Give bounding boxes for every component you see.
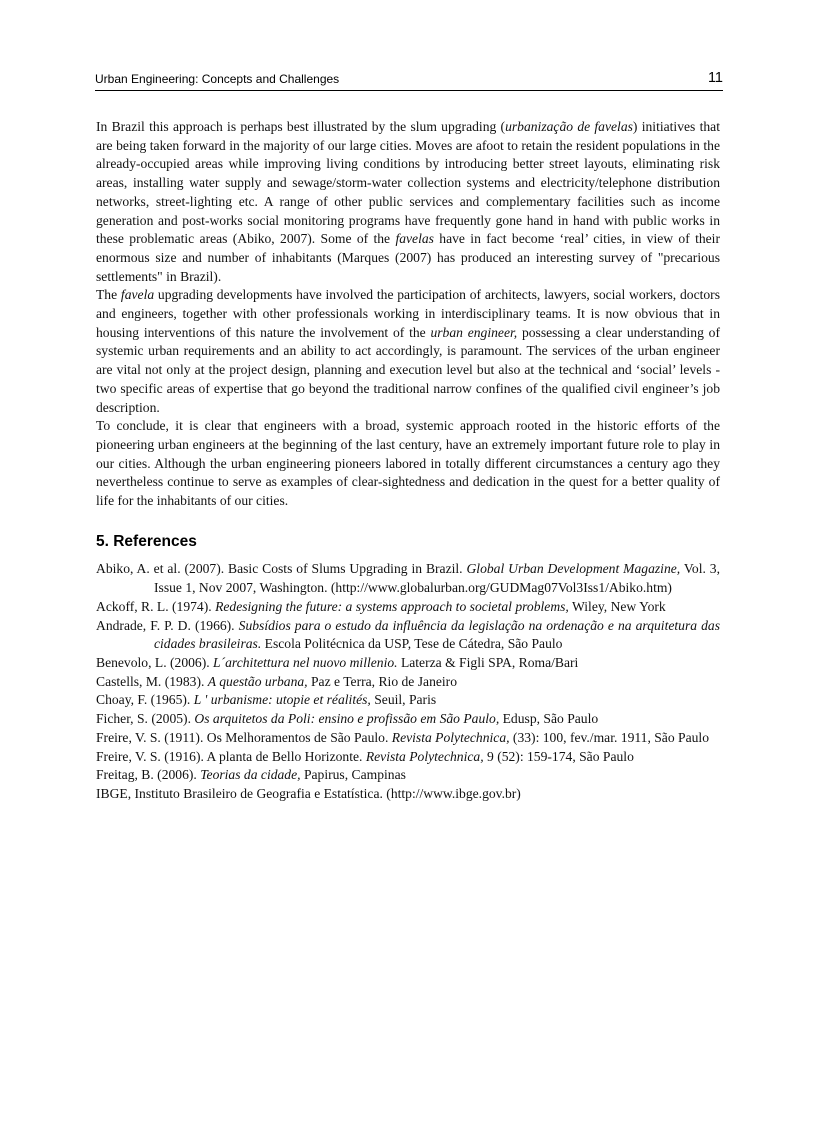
reference-item	[96, 598, 720, 617]
ref-text: Papirus, Campinas	[300, 767, 406, 783]
ref-text: Wiley, New York	[568, 598, 666, 614]
reference-item	[96, 560, 720, 597]
reference-item	[96, 654, 720, 673]
ref-text: (33): 100, fev./mar. 1911, São Paulo	[509, 729, 710, 745]
body-text	[96, 118, 720, 804]
text-run: upgrading developments have involved the participation of architects, lawyers, social workers, doctors and engineers, together with other professionals working in interdisciplinary teams. It is now obvious that in housing interventions of this nature the involvement of the	[96, 287, 720, 340]
text-run: In Brazil this approach is perhaps best illustrated by the slum upgrading (	[96, 119, 506, 134]
text-run: The	[96, 287, 121, 303]
reference-item	[96, 785, 720, 804]
ref-title: Revista Polytechnica,	[365, 748, 484, 764]
ref-text: Ficher, S. (2005).	[96, 711, 195, 727]
ref-text: Abiko, A. et al. (2007). Basic Costs of Slums Upgrading in Brazil.	[96, 561, 467, 577]
ref-text: Edusp, São Paulo	[499, 711, 599, 727]
paragraph	[96, 286, 720, 417]
ref-text: Escola Politécnica da USP, Tese de Cátedra, São Paulo	[261, 636, 563, 652]
ref-text: Freitag, B. (2006).	[96, 767, 201, 783]
italic-term: urban engineer,	[430, 324, 518, 340]
ref-title: A questão urbana,	[207, 673, 308, 689]
running-header	[95, 70, 723, 91]
reference-item	[96, 766, 720, 785]
reference-item	[96, 617, 720, 654]
ref-title: Os arquitetos da Poli: ensino e profissão em São Paulo,	[194, 711, 500, 727]
ref-title: Revista Polytechnica,	[391, 729, 510, 745]
ref-text: Paz e Terra, Rio de Janeiro	[307, 673, 457, 689]
text-run: ) initiatives that are being taken forward in the majority of our large cities. Moves are afoot to retain the resident populations in the already-occupied areas while improving living conditions by introducing better street layouts, eliminating risk areas, installing water supply and sewage/storm-water collection systems and electricity/telephone distribution networks, street-lighting etc. A range of other public services and complementary facilities such as income generation and post-works social monitoring programs have frequently gone hand in hand with public works in these problematic areas (Abiko, 2007). Some of the	[96, 119, 720, 247]
reference-item	[96, 710, 720, 729]
italic-term: favela	[120, 287, 155, 303]
ref-title: L´architettura nel nuovo millenio.	[213, 654, 398, 670]
ref-title: Teorias da cidade,	[200, 767, 301, 783]
ref-title: Global Urban Development Magazine,	[466, 561, 681, 577]
header-title: Urban Engineering: Concepts and Challenges	[95, 72, 340, 86]
ref-title: L ' urbanisme: utopie et réalités,	[193, 692, 371, 708]
ref-text: Seuil, Paris	[370, 692, 437, 708]
ref-text: Castells, M. (1983).	[96, 673, 208, 689]
reference-item	[96, 748, 720, 767]
paragraph	[96, 118, 720, 286]
text-run: possessing a clear understanding of systemic urban requirements and an ability to act accordingly, is paramount. The services of the urban engineer are vital not only at the project design, planning and execution level but also at the technical and ‘social’ levels - two specific areas of expertise that go beyond the traditional narrow confines of the qualified civil engineer’s job description.	[96, 324, 720, 415]
ref-text: Andrade, F. P. D. (1966).	[96, 617, 239, 633]
ref-text: Freire, V. S. (1916). A planta de Bello Horizonte.	[96, 748, 366, 764]
paragraph: To conclude, it is clear that engineers with a broad, systemic approach rooted in the historic efforts of the pioneering urban engineers at the beginning of the last century, have an extremely important future role to play in our cities. Although the urban engineering pioneers labored in totally different circumstances a century ago they nevertheless continue to serve as examples of clear-sightedness and dedication in the quest for a better quality of life for the inhabitants of our cities.	[96, 418, 720, 509]
ref-text: Vol. 3, Issue 1, Nov 2007, Washington. (http://www.globalurban.org/GUDMag07Vol3Iss1/Abiko.htm)	[154, 561, 720, 596]
ref-text: IBGE, Instituto Brasileiro de Geografia e Estatística. (http://www.ibge.gov.br)	[96, 785, 521, 801]
ref-text: Laterza & Figli SPA, Roma/Bari	[397, 654, 579, 670]
text-run: have in fact become ‘real’ cities, in view of their enormous size and number of inhabitants (Marques (2007) has produced an interesting survey of "precarious settlements" in Brazil).	[96, 231, 720, 284]
italic-term: urbanização de favelas	[505, 119, 633, 134]
ref-text: Choay, F. (1965).	[96, 692, 194, 708]
reference-item	[96, 673, 720, 692]
ref-text: Ackoff, R. L. (1974).	[96, 598, 216, 614]
italic-term: favelas	[395, 231, 434, 247]
ref-title: Subsídios para o estudo da influência da legislação na ordenação e na arquitetura das cidades brasileiras.	[154, 617, 720, 652]
ref-text: Freire, V. S. (1911). Os Melhoramentos de São Paulo.	[96, 729, 392, 745]
reference-item	[96, 691, 720, 710]
reference-item	[96, 729, 720, 748]
ref-text: 9 (52): 159-174, São Paulo	[483, 748, 634, 764]
ref-text: Benevolo, L. (2006).	[96, 654, 214, 670]
section-heading: 5. References	[96, 532, 197, 550]
reference-list	[96, 560, 720, 803]
page-number: 11	[707, 70, 723, 86]
ref-title: Redesigning the future: a systems approach to societal problems,	[215, 598, 569, 614]
